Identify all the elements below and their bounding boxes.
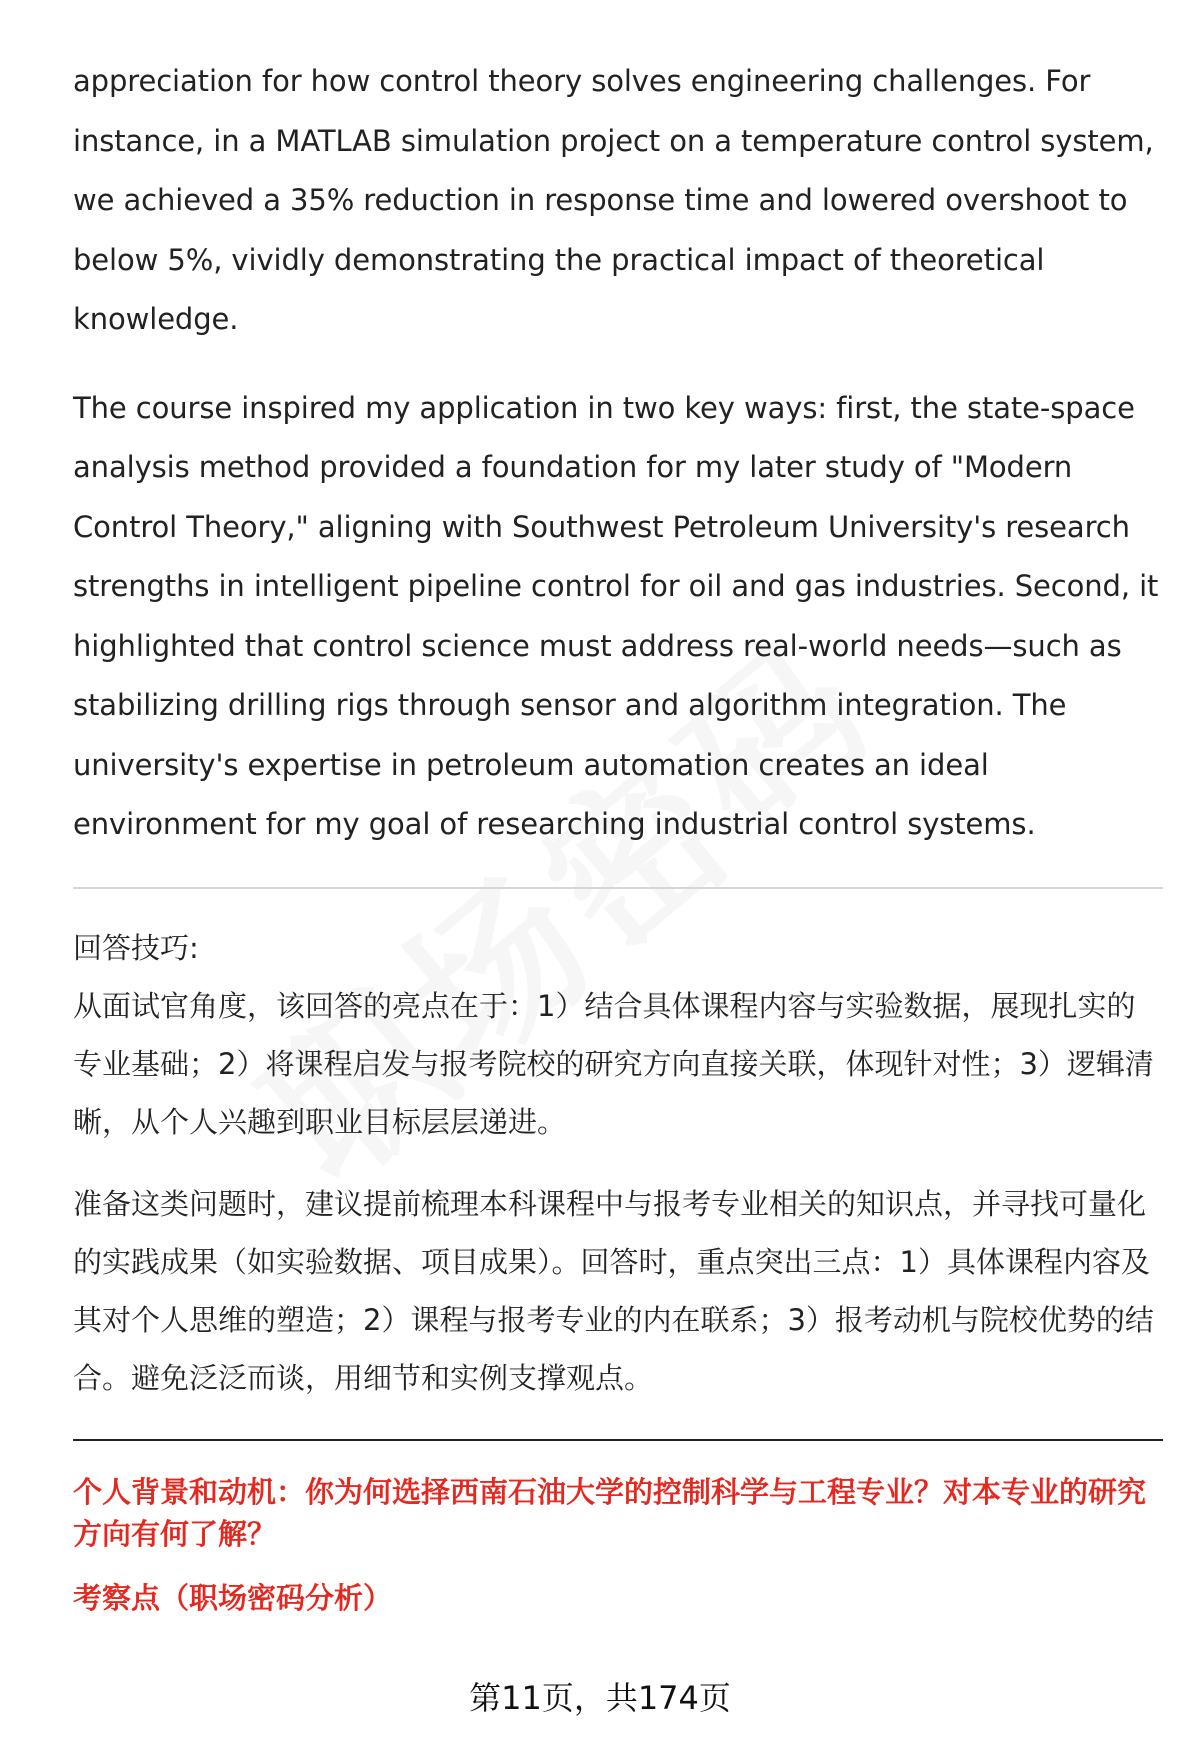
page-indicator: 第11页，共174页: [469, 1679, 731, 1717]
section-divider: [73, 887, 1163, 889]
tips-paragraph-2: 准备这类问题时，建议提前梳理本科课程中与报考专业相关的知识点，并寻找可量化的实践成果（如实验数据、项目成果）。回答时，重点突出三点：1）具体课程内容及其对个人思维的塑造；2）课程与报考专业的内在联系；3）报考动机与院校优势的结合。避免泛泛而谈，用细节和实例支撑观点。: [73, 1186, 1154, 1395]
question-divider: [73, 1439, 1163, 1441]
next-question-title: 个人背景和动机：你为何选择西南石油大学的控制科学与工程专业？对本专业的研究方向有何了解？: [73, 1474, 1147, 1551]
assessment-point-label: 考察点（职场密码分析）: [73, 1580, 393, 1615]
tips-label: 回答技巧:: [73, 930, 199, 965]
tips-paragraph-1: 从面试官角度，该回答的亮点在于：1）结合具体课程内容与实验数据，展现扎实的专业基础；2）将课程启发与报考院校的研究方向直接关联，体现针对性；3）逻辑清晰，从个人兴趣到职业目标层层递进。: [73, 988, 1154, 1139]
answer-paragraph-1: appreciation for how control theory solves engineering challenges. For instance, in a MATLAB simulation project on a temperature control system, we achieved a 35% reduction in response time and lowered overshoot to below 5%, vividly demonstrating the practical impact of theoretical knowledge.: [73, 64, 1154, 336]
answer-paragraph-2: The course inspired my application in two key ways: first, the state-space analysis method provided a foundation for my later study of "Modern Control Theory," aligning with Southwest Petroleum University's research strengths in intelligent pipeline control for oil and gas industries. Second, it highlighted that control science must address real-world needs—such as stabilizing drilling rigs through sensor and algorithm integration. The university's expertise in petroleum automation creates an ideal environment for my goal of researching industrial control systems.: [73, 390, 1159, 841]
document-page: [73, 52, 1163, 1619]
